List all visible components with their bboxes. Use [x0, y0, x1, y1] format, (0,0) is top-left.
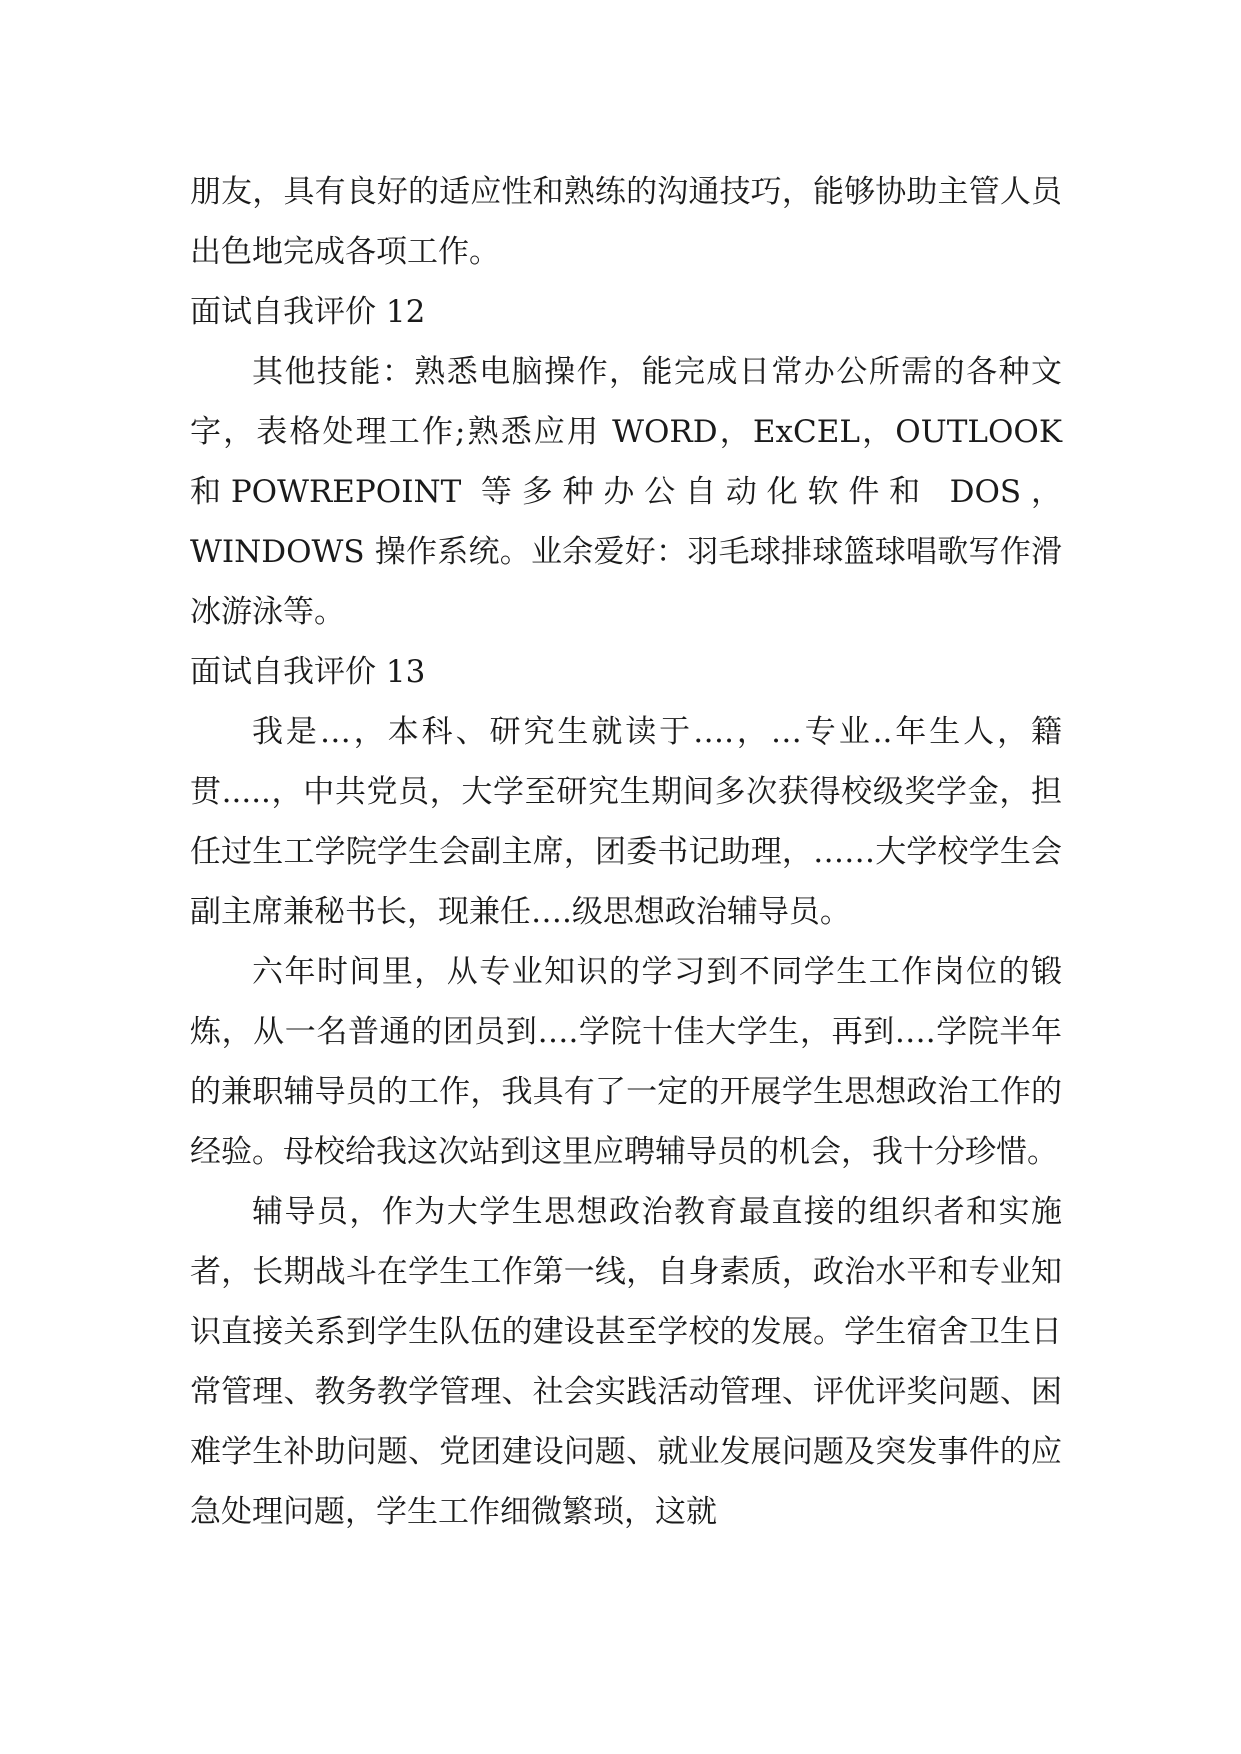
section-heading-13: 面试自我评价 13 — [190, 654, 426, 690]
paragraph-skills: 其他技能：熟悉电脑操作，能完成日常办公所需的各种文字，表格处理工作;熟悉应用 WORD，ExCEL，OUTLOOK 和POWREPOINT 等多种办公自动化软件和 DOS，WINDOWS 操作系统。业余爱好：羽毛球排球篮球唱歌写作滑冰游泳等。 — [190, 354, 1062, 630]
paragraph-counselor: 辅导员，作为大学生思想政治教育最直接的组织者和实施者，长期战斗在学生工作第一线，自身素质，政治水平和专业知识直接关系到学生队伍的建设甚至学校的发展。学生宿舍卫生日常管理、教务教学管理、社会实践活动管理、评优评奖问题、困难学生补助问题、党团建设问题、就业发展问题及突发事件的应急处理问题，学生工作细微繁琐，这就 — [190, 1194, 1062, 1530]
paragraph-intro: 我是…，本科、研究生就读于….，…专业..年生人，籍贯.....，中共党员，大学至研究生期间多次获得校级奖学金，担任过生工学院学生会副主席，团委书记助理，……大学校学生会副主席兼秘书长，现兼任….级思想政治辅导员。 — [190, 714, 1062, 930]
document-page — [190, 162, 1062, 1542]
paragraph-continuation: 朋友，具有良好的适应性和熟练的沟通技巧，能够协助主管人员出色地完成各项工作。 — [190, 174, 1062, 270]
paragraph-experience: 六年时间里，从专业知识的学习到不同学生工作岗位的锻炼，从一名普通的团员到….学院十佳大学生，再到….学院半年的兼职辅导员的工作，我具有了一定的开展学生思想政治工作的经验。母校给我这次站到这里应聘辅导员的机会，我十分珍惜。 — [190, 954, 1062, 1170]
section-heading-12: 面试自我评价 12 — [190, 294, 426, 330]
